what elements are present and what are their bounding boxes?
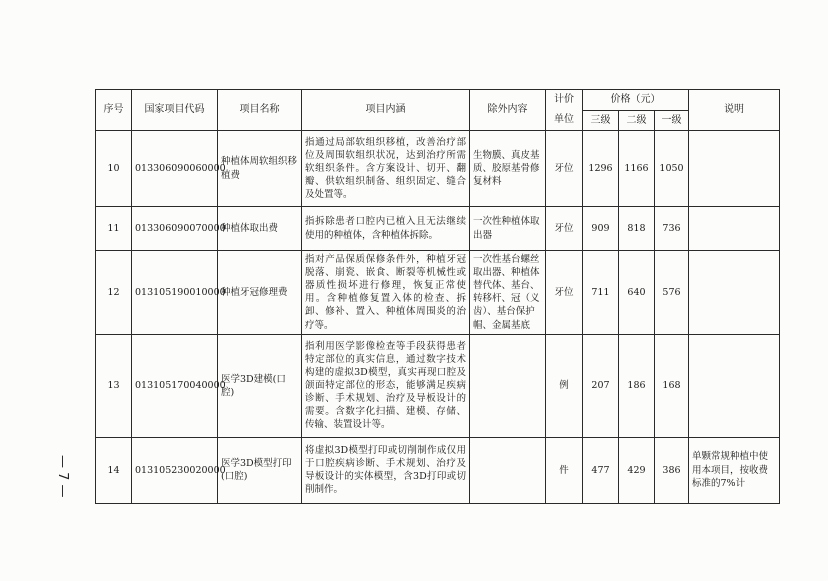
cell-price-level3: 711 [583, 251, 619, 335]
cell-content: 指拆除患者口腔内已植入且无法继续使用的种植体，含种植体拆除。 [302, 207, 470, 251]
cell-price-level1: 168 [655, 334, 689, 437]
cell-excluded: 一次性基台螺丝取出器、种植体替代体、基台、转移杆、冠（义齿）、基台保护帽、金属基底 [470, 251, 546, 335]
cell-code: 013306090060000 [132, 131, 218, 207]
header-level1: 一级 [655, 111, 689, 131]
fee-table [95, 89, 780, 504]
header-notes: 说明 [689, 90, 780, 131]
cell-unit: 牙位 [546, 251, 583, 335]
cell-seq: 10 [96, 131, 132, 207]
cell-price-level2: 1166 [619, 131, 655, 207]
cell-name: 医学3D建模(口腔) [218, 334, 302, 437]
cell-excluded: 一次性种植体取出器 [470, 207, 546, 251]
cell-code: 013105170040000 [132, 334, 218, 437]
page-number: — 7 — [55, 455, 70, 498]
cell-content: 指利用医学影像检查等手段获得患者特定部位的真实信息，通过数字技术构建的虚拟3D模型，真实再现口腔及颌面特定部位的形态，能够满足疾病诊断、手术规划、治疗及导板设计的需要。含数字化扫描、建模、存储、传输、装置设计等。 [302, 334, 470, 437]
cell-name: 种植牙冠修理费 [218, 251, 302, 335]
cell-code: 013105230020000 [132, 437, 218, 503]
table-row [96, 437, 780, 503]
cell-unit: 牙位 [546, 131, 583, 207]
header-level2: 二级 [619, 111, 655, 131]
header-name: 项目名称 [218, 90, 302, 131]
cell-price-level3: 207 [583, 334, 619, 437]
header-seq: 序号 [96, 90, 132, 131]
cell-price-level3: 909 [583, 207, 619, 251]
header-unit-top: 计价 [554, 94, 574, 106]
cell-price-level3: 1296 [583, 131, 619, 207]
cell-notes [689, 251, 780, 335]
cell-notes: 单颗常规种植中使用本项目，按收费标准的7%计 [689, 437, 780, 503]
cell-price-level3: 477 [583, 437, 619, 503]
cell-excluded [470, 334, 546, 437]
cell-code: 013306090070000 [132, 207, 218, 251]
cell-excluded [470, 437, 546, 503]
cell-notes [689, 334, 780, 437]
cell-seq: 13 [96, 334, 132, 437]
header-level3: 三级 [583, 111, 619, 131]
cell-content: 指对产品保质保修条件外，种植牙冠脱落、崩瓷、嵌食、断裂等机械性或器质性损坏进行修理，恢复正常使用。含种植修复置入体的检查、拆卸、修补、置入、种植体周围炎的治疗等。 [302, 251, 470, 335]
cell-seq: 14 [96, 437, 132, 503]
cell-price-level1: 736 [655, 207, 689, 251]
cell-price-level2: 429 [619, 437, 655, 503]
cell-unit: 牙位 [546, 207, 583, 251]
header-unit-bottom: 单位 [554, 114, 574, 125]
cell-seq: 11 [96, 207, 132, 251]
cell-code: 013105190010000 [132, 251, 218, 335]
cell-excluded: 生物膜、真皮基质、胶原基骨修复材料 [470, 131, 546, 207]
cell-seq: 12 [96, 251, 132, 335]
cell-unit: 例 [546, 334, 583, 437]
cell-name: 医学3D模型打印(口腔) [218, 437, 302, 503]
cell-name: 种植体周软组织移植费 [218, 131, 302, 207]
cell-price-level2: 818 [619, 207, 655, 251]
table-row [96, 131, 780, 207]
cell-content: 将虚拟3D模型打印或切削制作成仅用于口腔疾病诊断、手术规划、治疗及导板设计的实体模型，含3D打印或切削制作。 [302, 437, 470, 503]
table-row [96, 334, 780, 437]
cell-price-level1: 1050 [655, 131, 689, 207]
cell-notes [689, 207, 780, 251]
table-row [96, 251, 780, 335]
cell-price-level2: 640 [619, 251, 655, 335]
header-price: 价格（元） [583, 90, 689, 111]
header-unit [546, 90, 583, 131]
cell-unit: 件 [546, 437, 583, 503]
header-content: 项目内涵 [302, 90, 470, 131]
header-code: 国家项目代码 [132, 90, 218, 131]
cell-notes [689, 131, 780, 207]
cell-name: 种植体取出费 [218, 207, 302, 251]
header-excluded: 除外内容 [470, 90, 546, 131]
cell-content: 指通过局部软组织移植，改善治疗部位及周围软组织状况，达到治疗所需软组织条件。含方案设计、切开、翻瓣、供软组织制备、组织固定、缝合及处置等。 [302, 131, 470, 207]
cell-price-level1: 386 [655, 437, 689, 503]
cell-price-level2: 186 [619, 334, 655, 437]
cell-price-level1: 576 [655, 251, 689, 335]
table-row [96, 207, 780, 251]
